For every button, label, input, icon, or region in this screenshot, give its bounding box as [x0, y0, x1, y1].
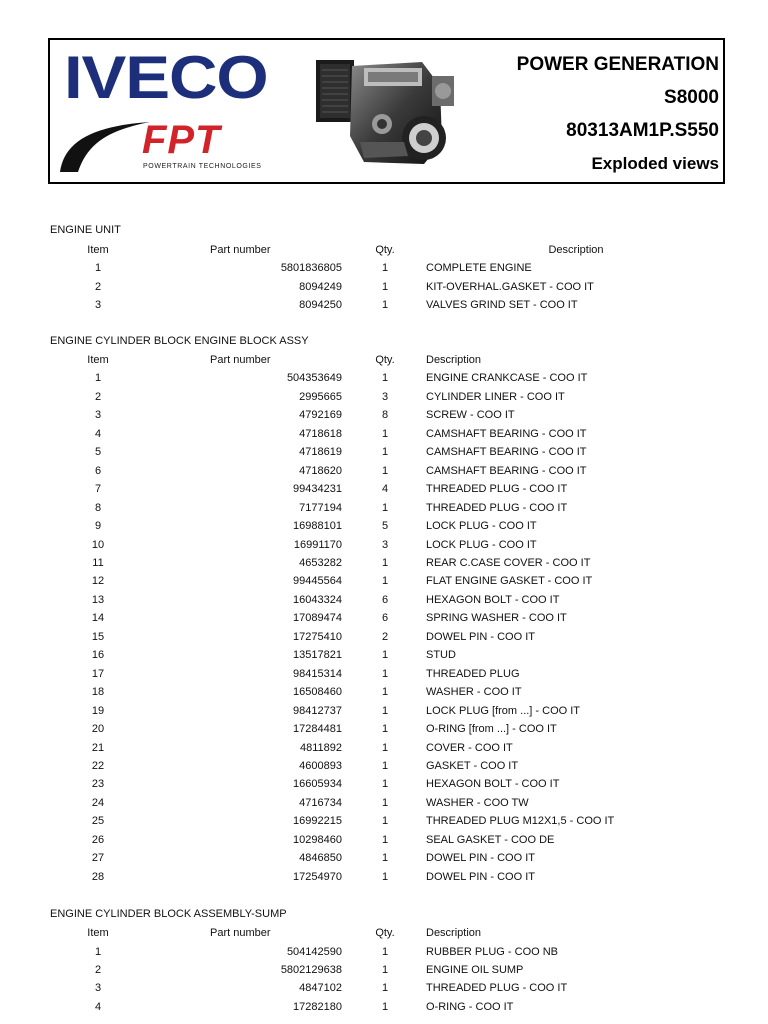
table-row: [0, 296, 768, 314]
item-number: 8: [94, 501, 102, 514]
table-row: [0, 462, 768, 480]
part-number: 4718620: [299, 464, 342, 477]
section-title: ENGINE CYLINDER BLOCK ENGINE BLOCK ASSY: [50, 335, 309, 347]
table-row: [0, 517, 768, 535]
description: THREADED PLUG - COO IT: [426, 501, 568, 514]
part-number: 4847102: [299, 982, 342, 995]
title-engine-code: 80313AM1P.S550: [566, 120, 719, 141]
quantity: 1: [381, 372, 389, 385]
table-row: [0, 536, 768, 554]
part-number: 17284481: [293, 723, 342, 735]
quantity: 8: [381, 409, 389, 422]
quantity: 3: [381, 390, 389, 403]
column-header-item: Item: [87, 354, 109, 366]
table-row: [0, 554, 768, 572]
description: THREADED PLUG - COO IT: [426, 982, 568, 995]
table-row: [0, 480, 768, 498]
table-row: [0, 499, 768, 517]
table-row: [0, 849, 768, 867]
table-row: [0, 702, 768, 720]
part-number: 4653282: [299, 557, 342, 569]
description: SEAL GASKET - COO DE: [426, 833, 555, 846]
title-power-generation: POWER GENERATION: [516, 54, 719, 75]
description: DOWEL PIN - COO IT: [426, 630, 535, 643]
engine-image: [312, 46, 462, 176]
part-number: 16508460: [293, 686, 342, 699]
quantity: 1: [381, 945, 389, 958]
quantity: 1: [381, 704, 389, 717]
table-row: [0, 259, 768, 277]
description: O-RING [from ...] - COO IT: [426, 723, 557, 735]
description: WASHER - COO IT: [426, 686, 522, 699]
description: THREADED PLUG M12X1,5 - COO IT: [426, 815, 615, 828]
fpt-subtitle: POWERTRAIN TECHNOLOGIES: [143, 163, 262, 170]
quantity: 1: [381, 963, 389, 976]
quantity: 6: [381, 593, 389, 606]
description: LOCK PLUG [from ...] - COO IT: [426, 704, 581, 717]
document-titles: [517, 48, 719, 180]
table-header: [0, 351, 768, 369]
description: CYLINDER LINER - COO IT: [426, 390, 565, 403]
description: LOCK PLUG - COO IT: [426, 520, 537, 532]
quantity: 3: [381, 538, 389, 551]
description: ENGINE CRANKCASE - COO IT: [426, 372, 588, 385]
description: STUD: [426, 649, 456, 662]
item-number: 10: [91, 538, 105, 551]
part-number: 504353649: [286, 372, 342, 385]
item-number: 1: [94, 945, 102, 958]
quantity: 1: [381, 464, 389, 477]
part-number: 99445564: [293, 575, 342, 588]
table-row: [0, 943, 768, 961]
item-number: 19: [91, 704, 105, 717]
part-number: 4718619: [299, 446, 342, 459]
part-number: 98412737: [293, 704, 342, 717]
quantity: 1: [381, 686, 389, 699]
item-number: 2: [94, 390, 102, 403]
item-number: 13: [91, 593, 105, 606]
item-number: 22: [91, 759, 105, 772]
column-header-item: Item: [87, 927, 109, 939]
item-number: 9: [94, 520, 102, 532]
item-number: 5: [94, 446, 102, 459]
part-number: 16992215: [293, 815, 342, 828]
item-number: 2: [94, 280, 102, 293]
item-number: 11: [92, 557, 104, 569]
quantity: 6: [381, 612, 389, 625]
table-row: [0, 775, 768, 793]
item-number: 16: [91, 649, 105, 662]
table-row: [0, 961, 768, 979]
table-row: [0, 406, 768, 424]
column-header-description: Description: [548, 244, 604, 256]
fpt-logo: FPT: [142, 118, 221, 162]
description: REAR C.CASE COVER - COO IT: [426, 557, 591, 569]
table-row: [0, 369, 768, 387]
table-row: [0, 812, 768, 830]
item-number: 26: [91, 833, 105, 846]
part-number: 98415314: [293, 667, 342, 680]
quantity: 1: [381, 262, 389, 275]
description: CAMSHAFT BEARING - COO IT: [426, 464, 587, 477]
description: KIT-OVERHAL.GASKET - COO IT: [426, 280, 594, 293]
part-number: 8094249: [299, 280, 342, 293]
part-number: 4716734: [299, 796, 342, 809]
part-number: 4792169: [299, 409, 342, 422]
part-number: 17275410: [293, 630, 342, 643]
description: FLAT ENGINE GASKET - COO IT: [426, 575, 593, 588]
table-row: [0, 720, 768, 738]
quantity: 1: [381, 649, 389, 662]
description: SCREW - COO IT: [426, 409, 515, 422]
table-row: [0, 831, 768, 849]
quantity: 1: [381, 870, 389, 883]
part-number: 16043324: [293, 593, 342, 606]
column-header-qty: Qty.: [375, 927, 395, 939]
quantity: 1: [381, 982, 389, 995]
quantity: 1: [381, 833, 389, 846]
part-number: 4600893: [299, 759, 342, 772]
quantity: 5: [381, 520, 389, 532]
item-number: 1: [94, 372, 102, 385]
item-number: 21: [91, 741, 105, 754]
quantity: 1: [381, 759, 389, 772]
description: DOWEL PIN - COO IT: [426, 852, 535, 865]
table-header: [0, 924, 768, 942]
quantity: 2: [381, 630, 389, 643]
item-number: 3: [94, 409, 102, 422]
item-number: 15: [91, 630, 105, 643]
table-row: [0, 998, 768, 1016]
part-number: 16605934: [293, 778, 342, 791]
quantity: 1: [381, 446, 389, 459]
description: WASHER - COO TW: [426, 796, 529, 809]
table-row: [0, 646, 768, 664]
item-number: 2: [94, 963, 102, 976]
item-number: 4: [94, 427, 102, 440]
column-header-part-number: Part number: [210, 354, 271, 366]
table-row: [0, 739, 768, 757]
part-number: 5802129638: [280, 963, 342, 976]
description: ENGINE OIL SUMP: [426, 963, 524, 976]
quantity: 1: [381, 575, 389, 588]
part-number: 17282180: [293, 1000, 342, 1013]
part-number: 17254970: [293, 870, 342, 883]
table-row: [0, 572, 768, 590]
quantity: 1: [381, 723, 389, 735]
table-row: [0, 425, 768, 443]
item-number: 20: [91, 723, 105, 735]
quantity: 1: [381, 667, 389, 680]
quantity: 1: [381, 299, 389, 312]
table-row: [0, 609, 768, 627]
table-row: [0, 757, 768, 775]
part-number: 10298460: [293, 833, 342, 846]
iveco-logo: IVECO: [64, 44, 268, 111]
description: HEXAGON BOLT - COO IT: [426, 778, 560, 791]
table-row: [0, 868, 768, 886]
table-row: [0, 665, 768, 683]
description: DOWEL PIN - COO IT: [426, 870, 535, 883]
part-number: 5801836805: [280, 262, 342, 275]
description: COVER - COO IT: [426, 741, 513, 754]
item-number: 28: [91, 870, 105, 883]
part-number: 99434231: [293, 483, 342, 496]
table-row: [0, 591, 768, 609]
title-exploded-views: Exploded views: [591, 154, 719, 173]
document-header: [48, 38, 725, 184]
column-header-part-number: Part number: [210, 927, 271, 939]
table-row: [0, 278, 768, 296]
quantity: 4: [381, 483, 389, 496]
table-row: [0, 628, 768, 646]
column-header-qty: Qty.: [375, 354, 395, 366]
item-number: 6: [94, 464, 102, 477]
item-number: 23: [91, 778, 105, 791]
description: LOCK PLUG - COO IT: [426, 538, 537, 551]
description: RUBBER PLUG - COO NB: [426, 945, 559, 958]
part-number: 2995665: [299, 390, 342, 403]
part-number: 16988101: [293, 520, 342, 532]
quantity: 1: [381, 815, 389, 828]
description: SPRING WASHER - COO IT: [426, 612, 567, 625]
title-model: S8000: [664, 87, 719, 108]
item-number: 4: [94, 1000, 102, 1013]
table-row: [0, 979, 768, 997]
part-number: 7177194: [299, 501, 342, 514]
table-row: [0, 388, 768, 406]
item-number: 25: [91, 815, 105, 828]
column-header-description: Description: [426, 927, 482, 939]
item-number: 17: [91, 667, 105, 680]
column-header-qty: Qty.: [375, 244, 395, 256]
description: VALVES GRIND SET - COO IT: [426, 299, 578, 312]
item-number: 3: [94, 982, 102, 995]
item-number: 14: [91, 612, 105, 625]
item-number: 1: [94, 262, 102, 275]
description: COMPLETE ENGINE: [426, 262, 532, 275]
part-number: 16991170: [293, 538, 342, 551]
column-header-description: Description: [426, 354, 482, 366]
section-title: ENGINE CYLINDER BLOCK ASSEMBLY-SUMP: [50, 908, 287, 920]
part-number: 4718618: [299, 427, 342, 440]
description: HEXAGON BOLT - COO IT: [426, 593, 560, 606]
quantity: 1: [381, 557, 389, 569]
item-number: 3: [94, 299, 102, 312]
table-row: [0, 794, 768, 812]
item-number: 7: [94, 483, 102, 496]
quantity: 1: [381, 778, 389, 791]
item-number: 18: [91, 686, 105, 699]
description: CAMSHAFT BEARING - COO IT: [426, 427, 587, 440]
description: O-RING - COO IT: [426, 1000, 514, 1013]
description: GASKET - COO IT: [426, 759, 519, 772]
part-number: 13517821: [293, 649, 342, 662]
description: THREADED PLUG - COO IT: [426, 483, 568, 496]
item-number: 27: [91, 852, 105, 865]
quantity: 1: [381, 280, 389, 293]
quantity: 1: [381, 427, 389, 440]
quantity: 1: [381, 501, 389, 514]
part-number: 17089474: [293, 612, 342, 625]
table-row: [0, 443, 768, 461]
table-header: [0, 241, 768, 259]
quantity: 1: [381, 741, 389, 754]
description: CAMSHAFT BEARING - COO IT: [426, 446, 587, 459]
part-number: 4846850: [299, 852, 342, 865]
column-header-item: Item: [87, 244, 109, 256]
item-number: 24: [91, 796, 105, 809]
table-row: [0, 683, 768, 701]
part-number: 4811892: [299, 741, 342, 754]
quantity: 1: [381, 852, 389, 865]
item-number: 12: [91, 575, 105, 588]
section-title: ENGINE UNIT: [50, 224, 121, 236]
description: THREADED PLUG: [426, 667, 520, 680]
quantity: 1: [381, 1000, 389, 1013]
column-header-part-number: Part number: [210, 244, 271, 256]
part-number: 8094250: [299, 299, 342, 312]
quantity: 1: [381, 796, 389, 809]
part-number: 504142590: [286, 945, 342, 958]
